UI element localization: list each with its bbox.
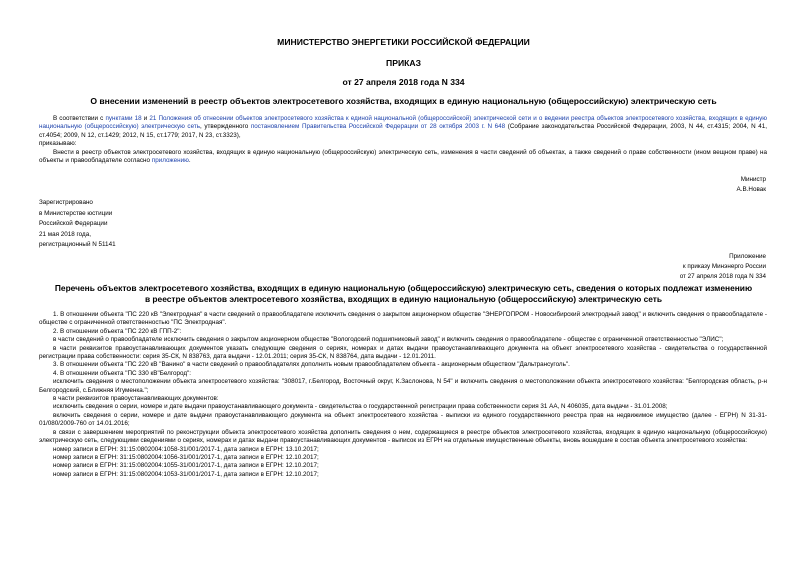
preamble-text: (Собрание законодательства Российской Федерации, 2003, N 44, ст.4315; 2004, N 41, ст.4054; 2009, N 12, ст.1429; 2012, N 15, ст.1779; 2017, N 23, ст.3323), bbox=[39, 123, 767, 139]
list-item: в связи с завершением мероприятий по реконструкции объекта электросетевого хозяйства дополнить сведения о нем, содержащиеся в реестре объектов электросетевого хозяйства, входящих в единую национальную (общероссийскую) электрическую сеть, следующими сведениями о сериях, номерах и датах выдачи правоустанавливающих документов - выписок из ЕГРН на отдельные имущественные объекты, вновь вошедшие в состав объекта электросетевого хозяйства: bbox=[39, 428, 767, 445]
list-item: исключить сведения о серии, номере и дате выдачи правоустанавливающего документа - свидетельства о государственной регистрации права собственности серия 31 АА, N 406035, дата выдачи - 31.01.2008; bbox=[53, 403, 668, 411]
link-regulation[interactable]: 21 Положения об отнесении объектов электросетевого хозяйства к единой национальной (общероссийской) электрической сети и о ведении реестра объектов электросетевого хозяйства, входящих в единую национальную (общероссийскую) электрическую сеть bbox=[39, 115, 767, 131]
preamble-text: , утвержденного bbox=[200, 123, 251, 131]
order-text: Внести в реестр объектов электросетевого хозяйства, входящих в единую национальную (общероссийскую) электрическую сеть, изменения в части сведений об объектах, а также сведений о праве собственности (ином вещном праве) на объекты и правообладателе согласно bbox=[39, 148, 767, 165]
link-government-decree[interactable]: постановлением Правительства Российской Федерации от 28 октября 2003 г. N 648 bbox=[250, 123, 506, 131]
registry-record: номер записи в ЕГРН: 31:15:0802004:1056-31/001/2017-1, дата записи в ЕГРН: 12.10.2017; bbox=[53, 453, 319, 461]
list-item: включить сведения о серии, номере и дате выдачи правоустанавливающего документа на объект электросетевого хозяйства - выписки из единого государственного реестра прав на недвижимое имущество (далее - ЕГРН) N 31-31-01/080/2009-760 от 14.01.2016; bbox=[39, 411, 767, 428]
order-paragraph bbox=[39, 149, 767, 166]
registration-line: в Министерстве юстиции bbox=[39, 210, 113, 217]
order-title: О внесении изменений в реестр объектов электросетевого хозяйства, входящих в единую национальную (общероссийскую) электрическую сеть bbox=[90, 96, 717, 106]
registry-record: номер записи в ЕГРН: 31:15:0802004:1055-31/001/2017-1, дата записи в ЕГРН: 12.10.2017; bbox=[53, 462, 319, 470]
registry-record: номер записи в ЕГРН: 31:15:0802004:1058-31/001/2017-1, дата записи в ЕГРН: 13.10.2017; bbox=[53, 445, 319, 453]
list-item: в части сведений о правообладателе исключить сведения о закрытом акционерном обществе "Вологодский подшипниковый завод" и включить сведения о правообладателе - обществе с ограниченной ответственностью "ЭЛИС"; bbox=[53, 336, 724, 344]
signature-name: А.В.Новак bbox=[736, 186, 766, 193]
list-item: в части реквизитов правоустанавливающих документов указать следующие сведения о сериях, номерах и датах выдачи правоустанавливающего документа на объект электросетевого хозяйства - свидетельства о государственной регистрации права собственности: серия 35-СК, N 838763, дата выдачи - 12.01.2011; серия 35-СК, N 838764, дата выдачи - 12.01.2011. bbox=[39, 344, 767, 361]
list-item: в части реквизитов правоустанавливающих документов: bbox=[53, 395, 219, 403]
order-date-number: от 27 апреля 2018 года N 334 bbox=[342, 77, 465, 87]
preamble-text: В соответствии с bbox=[53, 115, 106, 122]
order-text: . bbox=[188, 157, 191, 165]
registration-line: Зарегистрировано bbox=[39, 199, 93, 206]
order-word: приказываю: bbox=[39, 140, 77, 148]
registry-record: номер записи в ЕГРН: 31:15:0802004:1053-31/001/2017-1, дата записи в ЕГРН: 12.10.2017; bbox=[53, 470, 319, 478]
registration-number: регистрационный N 51141 bbox=[39, 241, 116, 248]
link-points-18[interactable]: пунктами 18 bbox=[105, 115, 142, 122]
registration-line: 21 мая 2018 года, bbox=[39, 231, 91, 238]
appendix-reference: к приказу Минэнерго России bbox=[682, 263, 766, 270]
list-item: 3. В отношении объекта "ПС 220 кВ "Ванино" в части сведений о правообладателях дополнить новым правообладателем объекта - акционерным обществом "Дальтрансуголь". bbox=[53, 361, 570, 369]
link-appendix[interactable]: приложению bbox=[151, 157, 189, 165]
ministry-heading: МИНИСТЕРСТВО ЭНЕРГЕТИКИ РОССИЙСКОЙ ФЕДЕРАЦИИ bbox=[277, 37, 530, 47]
preamble bbox=[39, 115, 767, 165]
appendix-date: от 27 апреля 2018 года N 334 bbox=[679, 273, 766, 280]
changes-list bbox=[39, 311, 767, 479]
appendix-label: Приложение bbox=[729, 253, 766, 260]
doc-type-heading: ПРИКАЗ bbox=[386, 58, 421, 68]
signature-position: Министр bbox=[740, 176, 766, 183]
list-item: 4. В отношении объекта "ПС 330 кВ"Белгород": bbox=[53, 369, 192, 377]
preamble-paragraph bbox=[39, 115, 767, 140]
preamble-text: и bbox=[141, 115, 150, 122]
appendix-title: Перечень объектов электросетевого хозяйства, входящих в единую национальную (общероссийскую) электрическую сеть, сведения о которых подлежат изменению в реестре объектов электросетевого хозяйства, входящих в единую национальную (общероссийскую) электрическую сеть bbox=[54, 283, 753, 304]
list-item: исключить сведения о местоположении объекта электросетевого хозяйства: "308017, г.Белгород, Восточный округ, К.Заслонова, N 54" и включить сведения о местоположении объекта электросетевого хозяйства: "Белгородская область, р-н Белгородский, с.Ближняя Игуменка."; bbox=[39, 378, 767, 394]
list-item: 2. В отношении объекта "ПС 220 кВ ГПП-2": bbox=[53, 327, 182, 335]
list-item: 1. В отношении объекта "ПС 220 кВ "Электродная" в части сведений о правообладателе исключить сведения о закрытом акционерном обществе "ЭНЕРГОПРОМ - Новосибирский электродный завод" и включить сведения о правообладателе - обществе с ограниченной ответственностью "ПС Электродная". bbox=[39, 311, 767, 327]
registration-line: Российской Федерации bbox=[39, 220, 108, 227]
